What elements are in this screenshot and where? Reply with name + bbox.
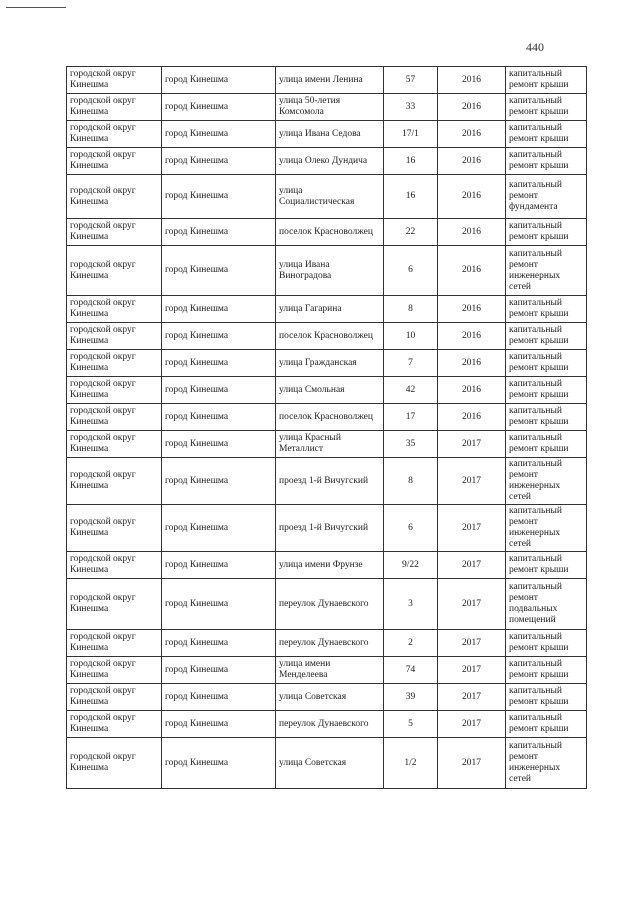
work-type-cell: капитальный ремонт инженерных сетей — [506, 738, 587, 789]
street-cell: поселок Красноволжец — [276, 219, 384, 246]
house-number-cell: 3 — [384, 579, 438, 630]
municipality-cell: городской округ Кинешма — [67, 630, 162, 657]
house-number-cell: 22 — [384, 219, 438, 246]
settlement-cell: город Кинешма — [162, 684, 276, 711]
street-cell: поселок Красноволжец — [276, 323, 384, 350]
year-cell: 2016 — [438, 121, 506, 148]
street-cell: улица Советская — [276, 684, 384, 711]
work-type-cell: капитальный ремонт крыши — [506, 684, 587, 711]
settlement-cell: город Кинешма — [162, 711, 276, 738]
house-number-cell: 16 — [384, 148, 438, 175]
work-type-cell: капитальный ремонт крыши — [506, 219, 587, 246]
work-type-cell: капитальный ремонт крыши — [506, 404, 587, 431]
street-cell: улица 50-летия Комсомола — [276, 94, 384, 121]
year-cell: 2017 — [438, 458, 506, 505]
work-type-cell: капитальный ремонт крыши — [506, 431, 587, 458]
work-type-cell: капитальный ремонт крыши — [506, 94, 587, 121]
work-type-cell: капитальный ремонт крыши — [506, 377, 587, 404]
street-cell: улица имени Фрунзе — [276, 552, 384, 579]
house-number-cell: 33 — [384, 94, 438, 121]
table-row — [67, 219, 587, 246]
municipality-cell: городской округ Кинешма — [67, 350, 162, 377]
table-row — [67, 630, 587, 657]
work-type-cell: капитальный ремонт крыши — [506, 657, 587, 684]
table-row — [67, 505, 587, 552]
municipality-cell: городской округ Кинешма — [67, 458, 162, 505]
house-number-cell: 57 — [384, 67, 438, 94]
house-number-cell: 8 — [384, 458, 438, 505]
settlement-cell: город Кинешма — [162, 350, 276, 377]
year-cell: 2017 — [438, 431, 506, 458]
year-cell: 2016 — [438, 323, 506, 350]
work-type-cell: капитальный ремонт крыши — [506, 711, 587, 738]
house-number-cell: 10 — [384, 323, 438, 350]
table-row — [67, 684, 587, 711]
table-row — [67, 121, 587, 148]
year-cell: 2016 — [438, 219, 506, 246]
settlement-cell: город Кинешма — [162, 219, 276, 246]
street-cell: проезд 1-й Вичугский — [276, 458, 384, 505]
municipality-cell: городской округ Кинешма — [67, 219, 162, 246]
year-cell: 2017 — [438, 657, 506, 684]
house-number-cell: 17/1 — [384, 121, 438, 148]
settlement-cell: город Кинешма — [162, 552, 276, 579]
municipality-cell: городской округ Кинешма — [67, 505, 162, 552]
municipality-cell: городской округ Кинешма — [67, 579, 162, 630]
year-cell: 2017 — [438, 711, 506, 738]
municipality-cell: городской округ Кинешма — [67, 738, 162, 789]
street-cell: улица имени Менделеева — [276, 657, 384, 684]
house-number-cell: 17 — [384, 404, 438, 431]
table-row — [67, 552, 587, 579]
work-type-cell: капитальный ремонт крыши — [506, 323, 587, 350]
table-row — [67, 246, 587, 296]
work-type-cell: капитальный ремонт крыши — [506, 350, 587, 377]
municipality-cell: городской округ Кинешма — [67, 404, 162, 431]
house-number-cell: 35 — [384, 431, 438, 458]
municipality-cell: городской округ Кинешма — [67, 246, 162, 296]
municipality-cell: городской округ Кинешма — [67, 175, 162, 219]
municipality-cell: городской округ Кинешма — [67, 94, 162, 121]
house-number-cell: 16 — [384, 175, 438, 219]
table-row — [67, 350, 587, 377]
table-row — [67, 579, 587, 630]
settlement-cell: город Кинешма — [162, 505, 276, 552]
street-cell: улица Гражданская — [276, 350, 384, 377]
page-number: 440 — [526, 40, 544, 54]
street-cell: проезд 1-й Вичугский — [276, 505, 384, 552]
municipality-cell: городской округ Кинешма — [67, 657, 162, 684]
work-type-cell: капитальный ремонт подвальных помещений — [506, 579, 587, 630]
table-row — [67, 657, 587, 684]
settlement-cell: город Кинешма — [162, 67, 276, 94]
house-number-cell: 5 — [384, 711, 438, 738]
street-cell: переулок Дунаевского — [276, 630, 384, 657]
work-type-cell: капитальный ремонт крыши — [506, 630, 587, 657]
house-number-cell: 6 — [384, 505, 438, 552]
street-cell: улица Гагарина — [276, 296, 384, 323]
year-cell: 2016 — [438, 377, 506, 404]
settlement-cell: город Кинешма — [162, 246, 276, 296]
house-number-cell: 2 — [384, 630, 438, 657]
street-cell: улица Смольная — [276, 377, 384, 404]
work-type-cell: капитальный ремонт крыши — [506, 296, 587, 323]
house-number-cell: 6 — [384, 246, 438, 296]
year-cell: 2016 — [438, 175, 506, 219]
street-cell: улица Ивана Седова — [276, 121, 384, 148]
table-row — [67, 67, 587, 94]
table-row — [67, 458, 587, 505]
settlement-cell: город Кинешма — [162, 738, 276, 789]
table-row — [67, 148, 587, 175]
year-cell: 2017 — [438, 505, 506, 552]
municipality-cell: городской округ Кинешма — [67, 711, 162, 738]
year-cell: 2016 — [438, 67, 506, 94]
work-type-cell: капитальный ремонт крыши — [506, 552, 587, 579]
settlement-cell: город Кинешма — [162, 148, 276, 175]
year-cell: 2016 — [438, 246, 506, 296]
settlement-cell: город Кинешма — [162, 431, 276, 458]
house-number-cell: 74 — [384, 657, 438, 684]
street-cell: переулок Дунаевского — [276, 579, 384, 630]
year-cell: 2017 — [438, 552, 506, 579]
work-type-cell: капитальный ремонт крыши — [506, 121, 587, 148]
table-row — [67, 711, 587, 738]
year-cell: 2016 — [438, 350, 506, 377]
street-cell: улица Красный Металлист — [276, 431, 384, 458]
repair-registry-table — [66, 66, 587, 789]
settlement-cell: город Кинешма — [162, 94, 276, 121]
work-type-cell: капитальный ремонт фундамента — [506, 175, 587, 219]
municipality-cell: городской округ Кинешма — [67, 552, 162, 579]
year-cell: 2017 — [438, 630, 506, 657]
work-type-cell: капитальный ремонт крыши — [506, 67, 587, 94]
street-cell: улица Олеко Дундича — [276, 148, 384, 175]
house-number-cell: 1/2 — [384, 738, 438, 789]
house-number-cell: 42 — [384, 377, 438, 404]
settlement-cell: город Кинешма — [162, 296, 276, 323]
street-cell: улица Советская — [276, 738, 384, 789]
street-cell: улица Социалистическая — [276, 175, 384, 219]
work-type-cell: капитальный ремонт инженерных сетей — [506, 246, 587, 296]
house-number-cell: 7 — [384, 350, 438, 377]
work-type-cell: капитальный ремонт инженерных сетей — [506, 458, 587, 505]
year-cell: 2017 — [438, 684, 506, 711]
year-cell: 2017 — [438, 738, 506, 789]
house-number-cell: 8 — [384, 296, 438, 323]
table-row — [67, 431, 587, 458]
settlement-cell: город Кинешма — [162, 121, 276, 148]
year-cell: 2016 — [438, 296, 506, 323]
municipality-cell: городской округ Кинешма — [67, 121, 162, 148]
settlement-cell: город Кинешма — [162, 579, 276, 630]
work-type-cell: капитальный ремонт крыши — [506, 148, 587, 175]
street-cell: улица Ивана Виноградова — [276, 246, 384, 296]
settlement-cell: город Кинешма — [162, 175, 276, 219]
table-row — [67, 296, 587, 323]
scan-artifact-line — [6, 7, 66, 8]
table-row — [67, 323, 587, 350]
municipality-cell: городской округ Кинешма — [67, 684, 162, 711]
year-cell: 2016 — [438, 404, 506, 431]
municipality-cell: городской округ Кинешма — [67, 148, 162, 175]
work-type-cell: капитальный ремонт инженерных сетей — [506, 505, 587, 552]
table-row — [67, 175, 587, 219]
house-number-cell: 39 — [384, 684, 438, 711]
table-row — [67, 738, 587, 789]
municipality-cell: городской округ Кинешма — [67, 296, 162, 323]
year-cell: 2016 — [438, 148, 506, 175]
settlement-cell: город Кинешма — [162, 458, 276, 505]
table-row — [67, 404, 587, 431]
street-cell: улица имени Ленина — [276, 67, 384, 94]
settlement-cell: город Кинешма — [162, 377, 276, 404]
municipality-cell: городской округ Кинешма — [67, 67, 162, 94]
settlement-cell: город Кинешма — [162, 404, 276, 431]
street-cell: поселок Красноволжец — [276, 404, 384, 431]
year-cell: 2016 — [438, 94, 506, 121]
street-cell: переулок Дунаевского — [276, 711, 384, 738]
year-cell: 2017 — [438, 579, 506, 630]
settlement-cell: город Кинешма — [162, 657, 276, 684]
house-number-cell: 9/22 — [384, 552, 438, 579]
table-row — [67, 377, 587, 404]
settlement-cell: город Кинешма — [162, 630, 276, 657]
table-row — [67, 94, 587, 121]
municipality-cell: городской округ Кинешма — [67, 431, 162, 458]
municipality-cell: городской округ Кинешма — [67, 377, 162, 404]
municipality-cell: городской округ Кинешма — [67, 323, 162, 350]
settlement-cell: город Кинешма — [162, 323, 276, 350]
